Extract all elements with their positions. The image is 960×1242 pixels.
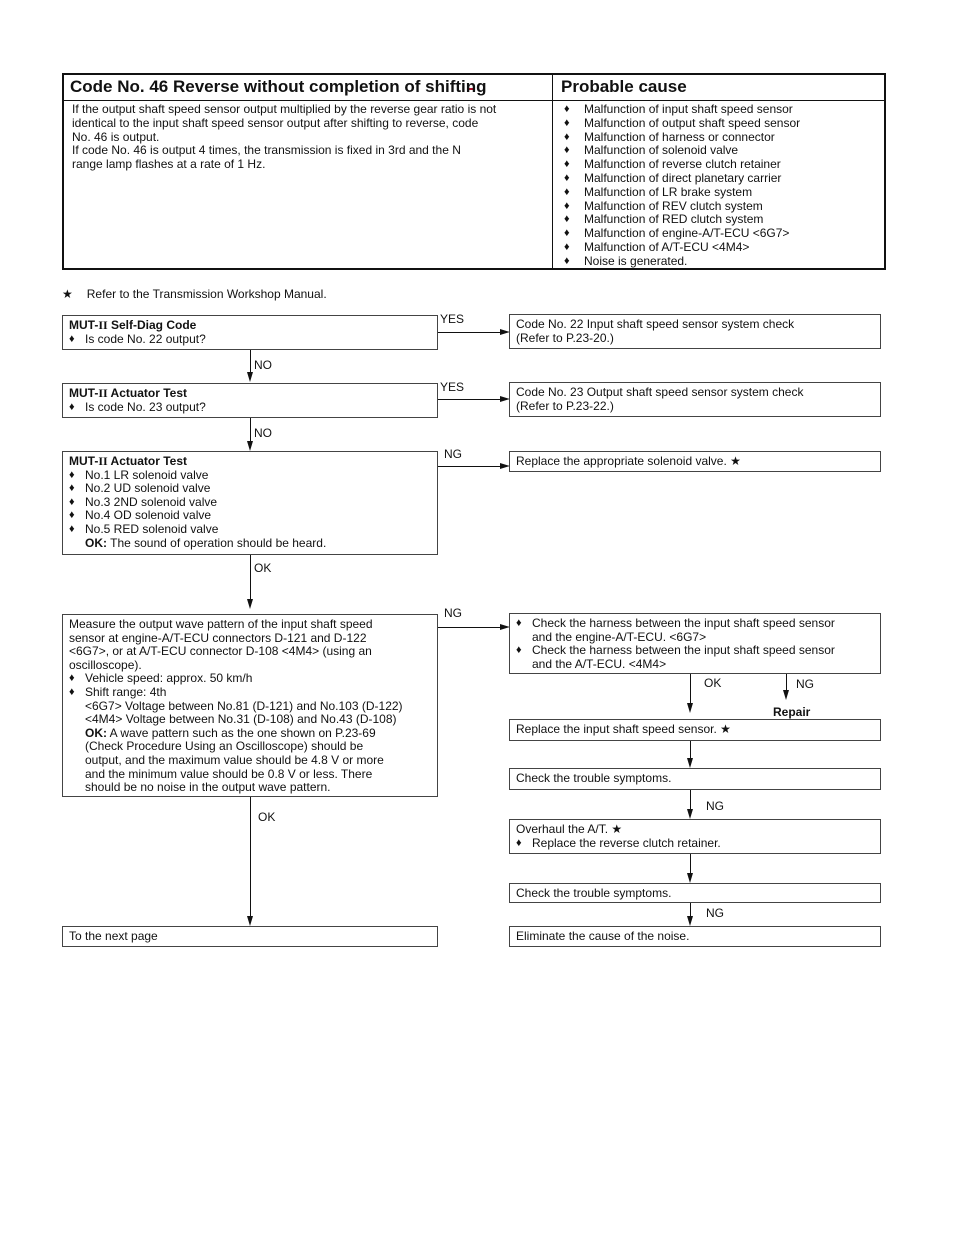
star-icon: ★ <box>730 454 741 468</box>
ng-label: NG <box>444 606 462 620</box>
cause-item: ♦ Malfunction of LR brake system <box>560 186 800 200</box>
arrow-down-icon <box>247 916 253 926</box>
yes-label: YES <box>440 312 465 326</box>
connector <box>250 555 251 600</box>
step-actuator-test-1: MUT-II Actuator Test ♦ Is code No. 23 output? <box>62 383 438 418</box>
check-harness-box: ♦ Check the harness between the input shaft speed sensor and the engine-A/T-ECU. <6G7> ♦ Check the harness between the input shaft speed sensor and the A/T-ECU. <4M4> <box>509 613 881 674</box>
no-label: NO <box>254 426 272 440</box>
connector <box>250 797 251 917</box>
arrow-down-icon <box>687 703 693 713</box>
arrow-down-icon <box>687 809 693 819</box>
cause-item: ♦ Malfunction of input shaft speed sensor <box>560 103 800 117</box>
table-divider <box>552 75 553 268</box>
connector <box>690 741 691 759</box>
step-actuator-test-2: MUT-II Actuator Test ♦ No.1 LR solenoid valve ♦ No.2 UD solenoid valve ♦ No.3 2ND solenoid valve ♦ No.4 OD solenoid valve ♦ No.5 RED solenoid valve OK: The sound of operation should be heard. <box>62 451 438 555</box>
arrow-down-icon <box>687 873 693 883</box>
cause-item: ♦ Malfunction of harness or connector <box>560 131 800 145</box>
arrow-down-icon <box>247 441 253 451</box>
code23-check-box: Code No. 23 Output shaft speed sensor system check (Refer to P.23-22.) <box>509 382 881 417</box>
connector <box>250 350 251 373</box>
check-symptoms-box-1: Check the trouble symptoms. <box>509 768 881 790</box>
connector <box>690 674 691 704</box>
connector <box>438 332 500 333</box>
step-self-diag: MUT-II Self-Diag Code ♦ Is code No. 22 output? <box>62 315 438 350</box>
arrow-down-icon <box>687 758 693 768</box>
code-description: If the output shaft speed sensor output multiplied by the reverse gear ratio is not identical to the input shaft speed sensor output after shifting to reverse, code No. 46 is output. If code No. 46 is output 4 times, the transmission is fixed in 3rd and the N range lamp flashes at a rate of 1 Hz. <box>72 102 497 172</box>
overhaul-box: Overhaul the A/T. ★ ♦ Replace the reverse clutch retainer. <box>509 819 881 854</box>
cause-item: ♦ Malfunction of reverse clutch retainer <box>560 158 800 172</box>
star-icon: ★ <box>62 287 73 301</box>
ng-label: NG <box>444 447 462 461</box>
code22-check-box: Code No. 22 Input shaft speed sensor system check (Refer to P.23-20.) <box>509 314 881 349</box>
cause-item: ♦ Malfunction of REV clutch system <box>560 200 800 214</box>
workshop-note: ★ Refer to the Transmission Workshop Manual. <box>62 287 327 301</box>
connector <box>250 418 251 442</box>
arrow-down-icon <box>247 372 253 382</box>
ok-label: OK <box>258 810 276 824</box>
repair-label: Repair <box>773 705 811 719</box>
arrow-down-icon <box>687 916 693 926</box>
code-title: Code No. 46 Reverse without completion of shifting <box>70 77 487 96</box>
connector <box>690 790 691 810</box>
arrow-down-icon <box>783 690 789 700</box>
connector <box>438 627 500 628</box>
arrow-down-icon <box>247 599 253 609</box>
probable-cause-list <box>560 103 800 269</box>
cause-item: ♦ Malfunction of solenoid valve <box>560 144 800 158</box>
replace-sensor-box: Replace the input shaft speed sensor. ★ <box>509 719 881 741</box>
cause-item: ♦ Malfunction of output shaft speed sensor <box>560 117 800 131</box>
cause-item: ♦ Malfunction of engine-A/T-ECU <6G7> <box>560 227 800 241</box>
connector <box>438 399 500 400</box>
cause-item: ♦ Noise is generated. <box>560 255 800 269</box>
check-symptoms-box-2: Check the trouble symptoms. <box>509 883 881 903</box>
connector <box>690 854 691 874</box>
ok-label: OK <box>254 561 272 575</box>
star-icon: ★ <box>720 722 731 736</box>
ng-label: NG <box>706 906 724 920</box>
ng-label: NG <box>796 677 814 691</box>
cause-item: ♦ Malfunction of A/T-ECU <4M4> <box>560 241 800 255</box>
step-measure-wave-pattern: Measure the output wave pattern of the input shaft speed sensor at engine-A/T-ECU connectors D-121 and D-122 <6G7>, or at A/T-ECU connector D-108 <4M4> (using an oscilloscope). ♦ Vehicle speed: approx. 50 km/h ♦ Shift range: 4th <6G7> Voltage between No.81 (D-121) and No.103 (D-122) <4M4> Voltage between No.31 (D-108) and No.43 (D-108) OK: A wave pattern such as the one shown on P.23-69 (Check Procedure Using an Oscilloscope) should be output, and the maximum value should be 4.8 V or more and the minimum value should be 0.8 V or less. There should be no noise in the output wave pattern. <box>62 614 438 797</box>
code-table <box>62 73 886 270</box>
replace-solenoid-box: Replace the appropriate solenoid valve. ★ <box>509 451 881 472</box>
connector <box>690 903 691 917</box>
ng-label: NG <box>706 799 724 813</box>
cause-item: ♦ Malfunction of RED clutch system <box>560 213 800 227</box>
eliminate-noise-box: Eliminate the cause of the noise. <box>509 926 881 947</box>
next-page-box: To the next page <box>62 926 438 947</box>
ok-label: OK <box>704 676 722 690</box>
connector <box>438 466 500 467</box>
probable-cause-title: Probable cause <box>561 77 687 96</box>
yes-label: YES <box>440 380 465 394</box>
cause-item: ♦ Malfunction of direct planetary carrier <box>560 172 800 186</box>
no-label: NO <box>254 358 272 372</box>
star-icon: ★ <box>611 822 623 836</box>
